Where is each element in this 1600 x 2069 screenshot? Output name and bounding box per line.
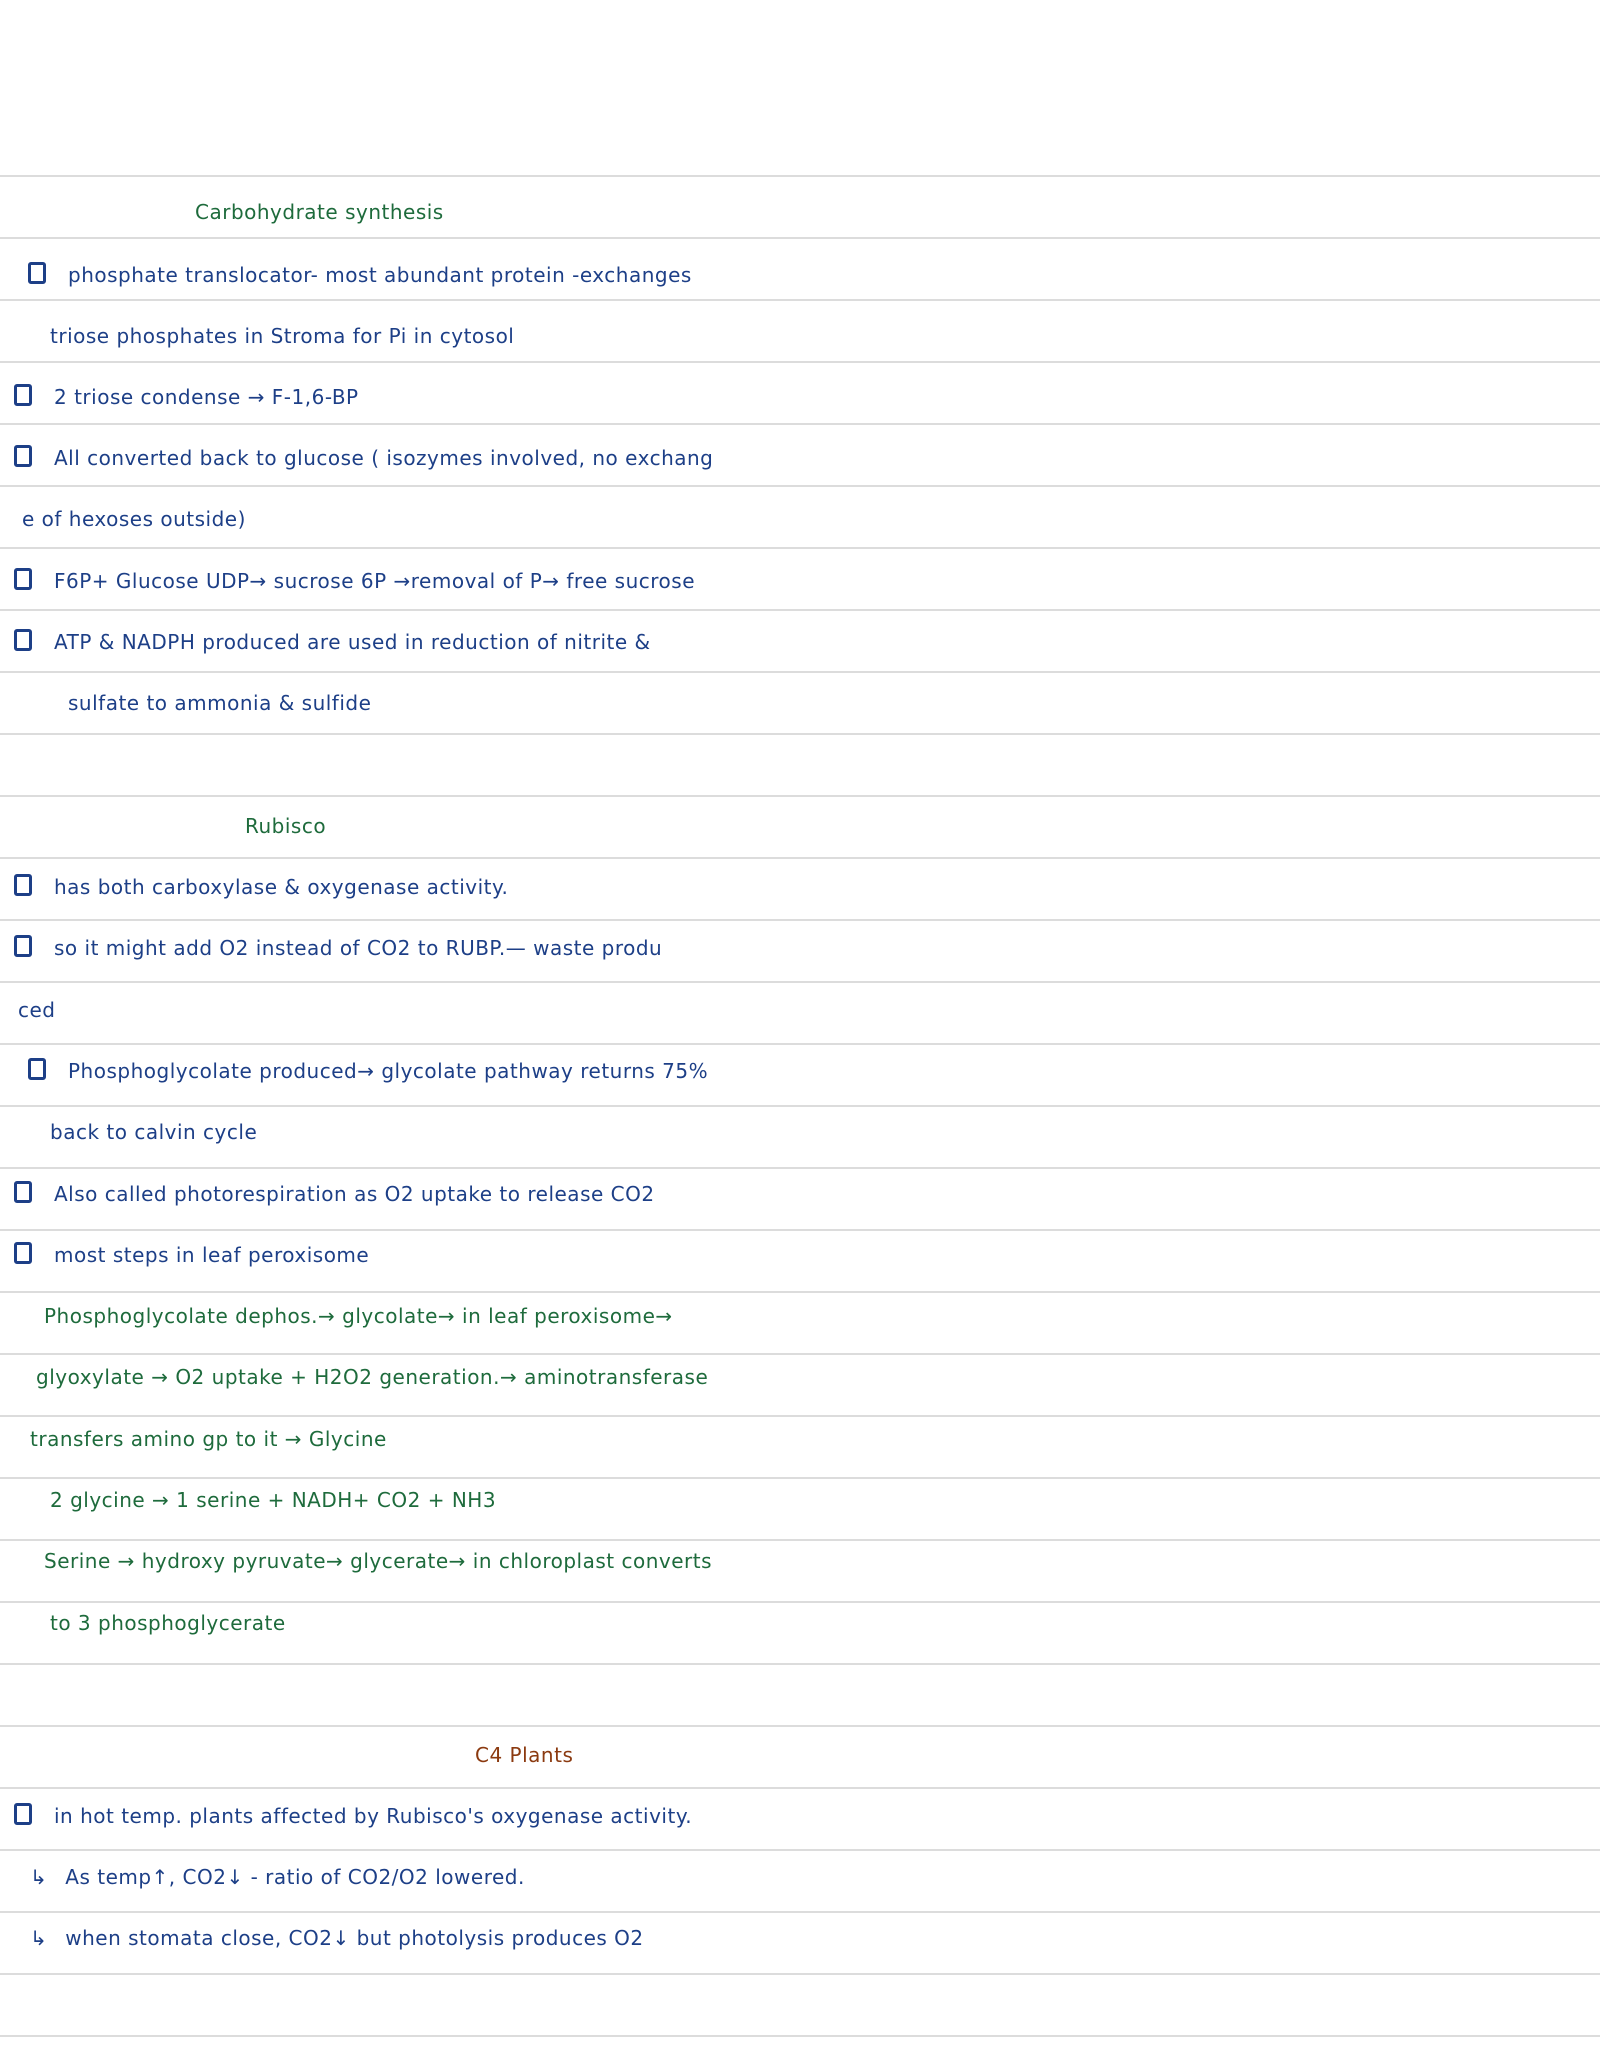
bullet-add-o2: so it might add O2 instead of CO2 to RUBP.— waste produ <box>0 918 1600 978</box>
bullet-converted-glucose-cont: e of hexoses outside) <box>22 507 246 531</box>
subpoint-temp-rise: ↳ As temp↑, CO2↓ - ratio of CO2/O2 lowered. <box>0 1847 1600 1907</box>
checkbox-icon <box>14 935 32 957</box>
pathway-line-6: to 3 phosphoglycerate <box>50 1611 286 1635</box>
rubisco-heading: Rubisco <box>245 814 327 838</box>
bullet-atp-nadph: ATP & NADPH produced are used in reduction of nitrite & <box>0 612 1600 672</box>
bullet-converted-glucose: All converted back to glucose ( isozymes involved, no exchang <box>0 428 1600 488</box>
bullet-phosphoglycolate-cont: back to calvin cycle <box>50 1120 258 1144</box>
pathway-line-2: glyoxylate → O2 uptake + H2O2 generation.→ aminotransferase <box>36 1365 709 1389</box>
checkbox-icon <box>28 262 46 284</box>
carbohydrate-heading: Carbohydrate synthesis <box>195 200 444 224</box>
checkbox-icon <box>14 1181 32 1203</box>
pathway-line-3: transfers amino gp to it → Glycine <box>30 1427 387 1451</box>
corner-arrow-icon: ↳ <box>30 1926 48 1950</box>
bullet-phosphoglycolate: Phosphoglycolate produced→ glycolate pathway returns 75% <box>0 1041 1600 1101</box>
bullet-photorespiration: Also called photorespiration as O2 uptake to release CO2 <box>0 1164 1600 1224</box>
bullet-triose-condense: 2 triose condense → F-1,6-BP <box>0 367 1600 427</box>
pathway-line-5: Serine → hydroxy pyruvate→ glycerate→ in chloroplast converts <box>44 1549 713 1573</box>
pathway-line-1: Phosphoglycolate dephos.→ glycolate→ in leaf peroxisome→ <box>44 1304 673 1328</box>
bullet-phosphate-translocator: phosphate translocator- most abundant protein -exchanges <box>0 245 1600 305</box>
c4-heading: C4 Plants <box>475 1743 574 1767</box>
checkbox-icon <box>14 1242 32 1264</box>
checkbox-icon <box>14 629 32 651</box>
bullet-f6p-sucrose: F6P+ Glucose UDP→ sucrose 6P →removal of P→ free sucrose <box>0 551 1600 611</box>
subpoint-stomata-close: ↳ when stomata close, CO2↓ but photolysis produces O2 <box>0 1908 1600 1968</box>
checkbox-icon <box>28 1058 46 1080</box>
bullet-atp-nadph-cont: sulfate to ammonia & sulfide <box>68 691 372 715</box>
checkbox-icon <box>14 445 32 467</box>
bullet-carboxylase-oxygenase: has both carboxylase & oxygenase activity. <box>0 857 1600 917</box>
pathway-line-4: 2 glycine → 1 serine + NADH+ CO2 + NH3 <box>50 1488 497 1512</box>
checkbox-icon <box>14 1803 32 1825</box>
bullet-add-o2-cont: ced <box>18 998 56 1022</box>
bullet-phosphate-translocator-cont: triose phosphates in Stroma for Pi in cytosol <box>50 324 515 348</box>
bullet-peroxisome: most steps in leaf peroxisome <box>0 1225 1600 1285</box>
checkbox-icon <box>14 568 32 590</box>
corner-arrow-icon: ↳ <box>30 1865 48 1889</box>
bullet-hot-temp: in hot temp. plants affected by Rubisco's oxygenase activity. <box>0 1786 1600 1846</box>
checkbox-icon <box>14 874 32 896</box>
checkbox-icon <box>14 384 32 406</box>
